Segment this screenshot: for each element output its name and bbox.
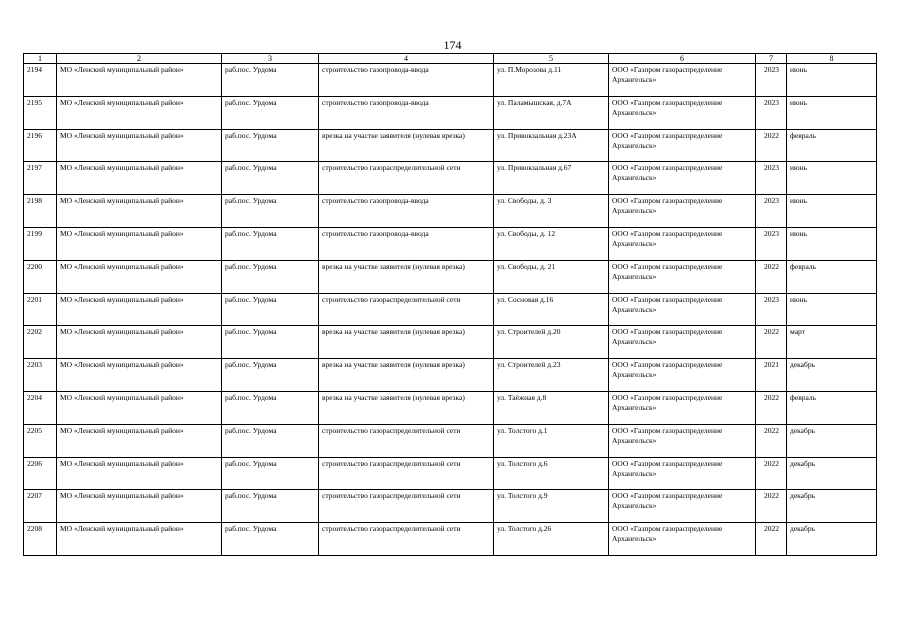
cell-municipality: МО «Ленский муниципальный район»	[57, 162, 222, 195]
table-row	[24, 391, 877, 424]
cell-organization: ООО «Газпром газораспределение Архангельск»	[609, 359, 756, 392]
cell-year: 2023	[756, 96, 787, 129]
cell-row-number: 2204	[24, 391, 57, 424]
cell-work-type: строительство газопровода-ввода	[319, 227, 494, 260]
table-row	[24, 195, 877, 228]
cell-settlement: раб.пос. Урдома	[222, 326, 319, 359]
cell-month: июнь	[787, 162, 877, 195]
cell-municipality: МО «Ленский муниципальный район»	[57, 523, 222, 556]
cell-month: июнь	[787, 293, 877, 326]
cell-settlement: раб.пос. Урдома	[222, 424, 319, 457]
page-number: 174	[443, 38, 462, 52]
header-row	[24, 54, 877, 64]
cell-municipality: МО «Ленский муниципальный район»	[57, 227, 222, 260]
table-row	[24, 457, 877, 490]
cell-month: декабрь	[787, 523, 877, 556]
cell-address: ул. Паламышская, д.7А	[494, 96, 609, 129]
cell-address: ул. П.Морозова д.11	[494, 64, 609, 97]
cell-year: 2023	[756, 64, 787, 97]
cell-address: ул. Свободы, д. 12	[494, 227, 609, 260]
cell-address: ул. Привокзальная д.67	[494, 162, 609, 195]
column-header: 5	[494, 54, 609, 64]
cell-row-number: 2206	[24, 457, 57, 490]
cell-year: 2021	[756, 359, 787, 392]
cell-year: 2022	[756, 129, 787, 162]
cell-settlement: раб.пос. Урдома	[222, 391, 319, 424]
cell-work-type: строительство газопровода-ввода	[319, 96, 494, 129]
cell-month: июнь	[787, 227, 877, 260]
column-header: 4	[319, 54, 494, 64]
cell-row-number: 2196	[24, 129, 57, 162]
cell-address: ул. Свободы, д. 21	[494, 260, 609, 293]
column-header: 3	[222, 54, 319, 64]
cell-year: 2022	[756, 391, 787, 424]
cell-address: ул. Толстого д.26	[494, 523, 609, 556]
table-row	[24, 96, 877, 129]
cell-organization: ООО «Газпром газораспределение Архангельск»	[609, 96, 756, 129]
cell-municipality: МО «Ленский муниципальный район»	[57, 260, 222, 293]
cell-work-type: строительство газопровода-ввода	[319, 195, 494, 228]
cell-address: ул. Строителей д.20	[494, 326, 609, 359]
data-table	[23, 53, 877, 556]
cell-organization: ООО «Газпром газораспределение Архангельск»	[609, 391, 756, 424]
cell-organization: ООО «Газпром газораспределение Архангельск»	[609, 293, 756, 326]
table-row	[24, 260, 877, 293]
cell-address: ул. Сосновая д.16	[494, 293, 609, 326]
cell-work-type: врезка на участке заявителя (нулевая врезка)	[319, 391, 494, 424]
column-header: 6	[609, 54, 756, 64]
cell-work-type: строительство газораспределительной сети	[319, 457, 494, 490]
cell-work-type: строительство газораспределительной сети	[319, 424, 494, 457]
cell-year: 2023	[756, 227, 787, 260]
cell-organization: ООО «Газпром газораспределение Архангельск»	[609, 490, 756, 523]
cell-row-number: 2202	[24, 326, 57, 359]
cell-year: 2022	[756, 490, 787, 523]
cell-settlement: раб.пос. Урдома	[222, 359, 319, 392]
cell-row-number: 2198	[24, 195, 57, 228]
cell-organization: ООО «Газпром газораспределение Архангельск»	[609, 260, 756, 293]
cell-settlement: раб.пос. Урдома	[222, 162, 319, 195]
cell-year: 2023	[756, 293, 787, 326]
column-header: 1	[24, 54, 57, 64]
cell-municipality: МО «Ленский муниципальный район»	[57, 293, 222, 326]
cell-work-type: строительство газораспределительной сети	[319, 490, 494, 523]
cell-month: июнь	[787, 64, 877, 97]
cell-row-number: 2197	[24, 162, 57, 195]
cell-row-number: 2208	[24, 523, 57, 556]
cell-row-number: 2195	[24, 96, 57, 129]
cell-work-type: строительство газораспределительной сети	[319, 523, 494, 556]
table-row	[24, 227, 877, 260]
cell-work-type: врезка на участке заявителя (нулевая врезка)	[319, 326, 494, 359]
column-header: 7	[756, 54, 787, 64]
cell-month: июнь	[787, 96, 877, 129]
cell-month: декабрь	[787, 424, 877, 457]
column-header: 8	[787, 54, 877, 64]
cell-work-type: строительство газораспределительной сети	[319, 162, 494, 195]
table-row	[24, 359, 877, 392]
cell-row-number: 2194	[24, 64, 57, 97]
cell-municipality: МО «Ленский муниципальный район»	[57, 490, 222, 523]
cell-municipality: МО «Ленский муниципальный район»	[57, 424, 222, 457]
cell-municipality: МО «Ленский муниципальный район»	[57, 129, 222, 162]
cell-month: февраль	[787, 391, 877, 424]
cell-month: март	[787, 326, 877, 359]
cell-address: ул. Таёжная д.8	[494, 391, 609, 424]
table-row	[24, 129, 877, 162]
cell-row-number: 2200	[24, 260, 57, 293]
cell-organization: ООО «Газпром газораспределение Архангельск»	[609, 227, 756, 260]
column-header: 2	[57, 54, 222, 64]
table-row	[24, 64, 877, 97]
table-row	[24, 293, 877, 326]
cell-year: 2023	[756, 195, 787, 228]
cell-row-number: 2199	[24, 227, 57, 260]
cell-row-number: 2203	[24, 359, 57, 392]
cell-organization: ООО «Газпром газораспределение Архангельск»	[609, 195, 756, 228]
cell-work-type: строительство газораспределительной сети	[319, 293, 494, 326]
cell-organization: ООО «Газпром газораспределение Архангельск»	[609, 523, 756, 556]
cell-row-number: 2207	[24, 490, 57, 523]
cell-year: 2022	[756, 457, 787, 490]
cell-work-type: врезка на участке заявителя (нулевая врезка)	[319, 359, 494, 392]
cell-work-type: строительство газопровода-ввода	[319, 64, 494, 97]
cell-municipality: МО «Ленский муниципальный район»	[57, 195, 222, 228]
table-row	[24, 162, 877, 195]
cell-organization: ООО «Газпром газораспределение Архангельск»	[609, 162, 756, 195]
cell-year: 2023	[756, 162, 787, 195]
cell-settlement: раб.пос. Урдома	[222, 195, 319, 228]
cell-municipality: МО «Ленский муниципальный район»	[57, 96, 222, 129]
cell-year: 2022	[756, 260, 787, 293]
cell-row-number: 2205	[24, 424, 57, 457]
cell-settlement: раб.пос. Урдома	[222, 129, 319, 162]
cell-settlement: раб.пос. Урдома	[222, 260, 319, 293]
table-row	[24, 424, 877, 457]
cell-organization: ООО «Газпром газораспределение Архангельск»	[609, 424, 756, 457]
cell-organization: ООО «Газпром газораспределение Архангельск»	[609, 457, 756, 490]
cell-municipality: МО «Ленский муниципальный район»	[57, 359, 222, 392]
cell-settlement: раб.пос. Урдома	[222, 227, 319, 260]
cell-municipality: МО «Ленский муниципальный район»	[57, 457, 222, 490]
cell-organization: ООО «Газпром газораспределение Архангельск»	[609, 129, 756, 162]
cell-address: ул. Строителей д.23	[494, 359, 609, 392]
cell-organization: ООО «Газпром газораспределение Архангельск»	[609, 326, 756, 359]
cell-year: 2022	[756, 523, 787, 556]
cell-work-type: врезка на участке заявителя (нулевая врезка)	[319, 129, 494, 162]
table-row	[24, 490, 877, 523]
cell-year: 2022	[756, 326, 787, 359]
table-row	[24, 326, 877, 359]
cell-month: февраль	[787, 129, 877, 162]
cell-month: декабрь	[787, 490, 877, 523]
cell-address: ул. Толстого д.1	[494, 424, 609, 457]
cell-municipality: МО «Ленский муниципальный район»	[57, 326, 222, 359]
cell-settlement: раб.пос. Урдома	[222, 457, 319, 490]
cell-municipality: МО «Ленский муниципальный район»	[57, 64, 222, 97]
cell-month: декабрь	[787, 359, 877, 392]
cell-settlement: раб.пос. Урдома	[222, 96, 319, 129]
cell-settlement: раб.пос. Урдома	[222, 293, 319, 326]
cell-municipality: МО «Ленский муниципальный район»	[57, 391, 222, 424]
table-body	[24, 64, 877, 556]
cell-settlement: раб.пос. Урдома	[222, 490, 319, 523]
cell-address: ул. Свободы, д. 3	[494, 195, 609, 228]
cell-address: ул. Привокзальная д.23А	[494, 129, 609, 162]
table-row	[24, 523, 877, 556]
cell-address: ул. Толстого д.9	[494, 490, 609, 523]
cell-row-number: 2201	[24, 293, 57, 326]
cell-settlement: раб.пос. Урдома	[222, 523, 319, 556]
cell-month: февраль	[787, 260, 877, 293]
cell-work-type: врезка на участке заявителя (нулевая врезка)	[319, 260, 494, 293]
cell-month: декабрь	[787, 457, 877, 490]
cell-organization: ООО «Газпром газораспределение Архангельск»	[609, 64, 756, 97]
cell-address: ул. Толстого д.6	[494, 457, 609, 490]
cell-month: июнь	[787, 195, 877, 228]
cell-year: 2022	[756, 424, 787, 457]
cell-settlement: раб.пос. Урдома	[222, 64, 319, 97]
